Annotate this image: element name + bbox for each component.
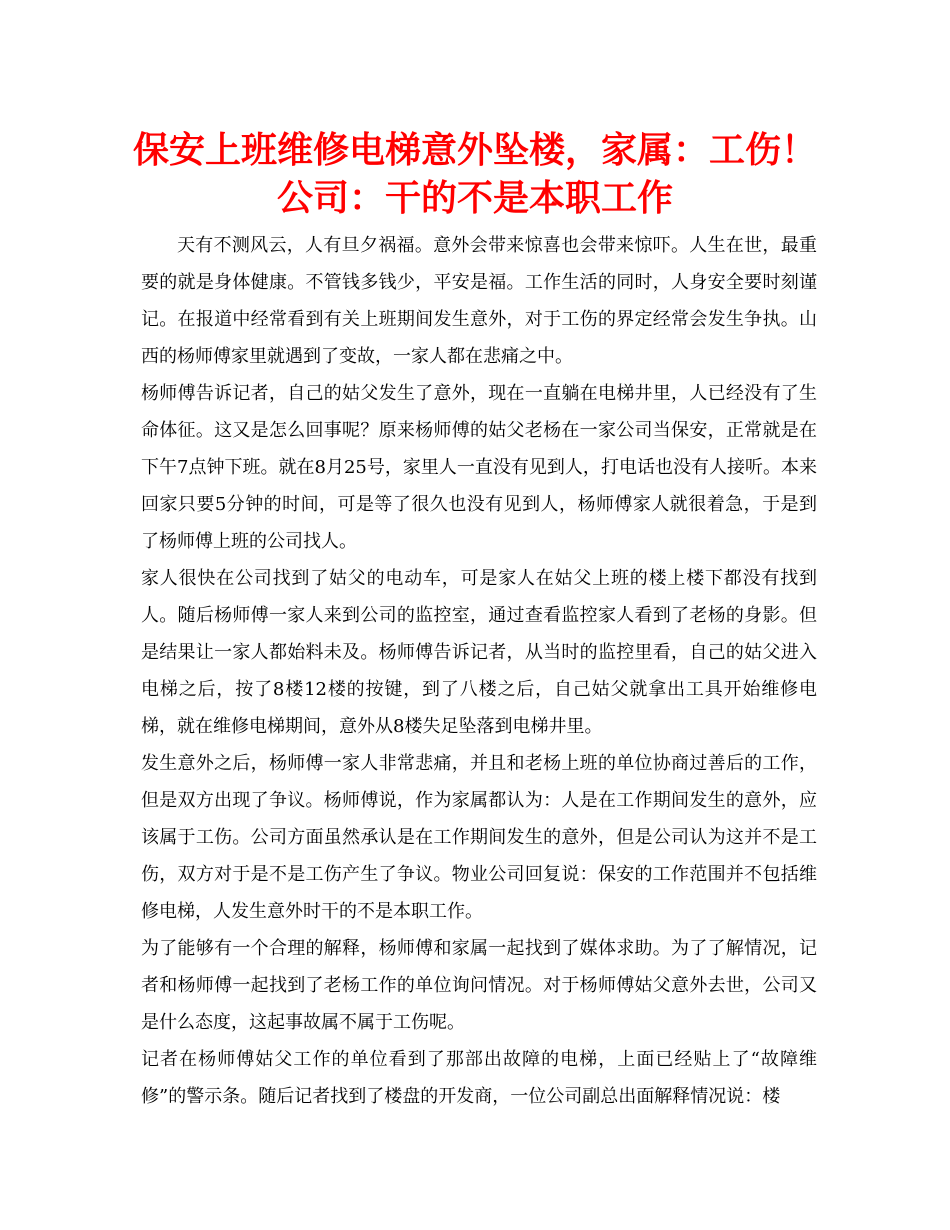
paragraph-3: 家人很快在公司找到了姑父的电动车，可是家人在姑父上班的楼上楼下都没有找到人。随后杨师傅一家人来到公司的监控室，通过查看监控家人看到了老杨的身影。但是结果让一家人都始料未及。杨师傅告诉记者，从当时的监控里看，自己的姑父进入电梯之后，按了8楼12楼的按键，到了八楼之后，自己姑父就拿出工具开始维修电梯，就在维修电梯期间，意外从8楼失足坠落到电梯井里。 [141, 568, 817, 737]
article-title-line-2: 公司：干的不是本职工作 [276, 177, 673, 219]
article-body [141, 227, 817, 1115]
article-title [120, 126, 830, 222]
paragraph-6: 记者在杨师傅姑父工作的单位看到了那部出故障的电梯，上面已经贴上了“故障维修”的警示条。随后记者找到了楼盘的开发商，一位公司副总出面解释情况说：楼 [141, 1049, 817, 1107]
paragraph-5: 为了能够有一个合理的解释，杨师傅和家属一起找到了媒体求助。为了了解情况，记者和杨师傅一起找到了老杨工作的单位询问情况。对于杨师傅姑父意外去世，公司又是什么态度，这起事故属不属于工伤呢。 [141, 938, 817, 1033]
paragraph-2: 杨师傅告诉记者，自己的姑父发生了意外，现在一直躺在电梯井里，人已经没有了生命体征。这又是怎么回事呢？原来杨师傅的姑父老杨在一家公司当保安，正常就是在下午7点钟下班。就在8月25号，家里人一直没有见到人，打电话也没有人接听。本来回家只要5分钟的时间，可是等了很久也没有见到人，杨师傅家人就很着急，于是到了杨师傅上班的公司找人。 [141, 383, 817, 552]
article-title-line-1: 保安上班维修电梯意外坠楼，家属：工伤！ [132, 129, 817, 171]
paragraph-4: 发生意外之后，杨师傅一家人非常悲痛，并且和老杨上班的单位协商过善后的工作，但是双方出现了争议。杨师傅说，作为家属都认为：人是在工作期间发生的意外，应该属于工伤。公司方面虽然承认是在工作期间发生的意外，但是公司认为这并不是工伤，双方对于是不是工伤产生了争议。物业公司回复说：保安的工作范围并不包括维修电梯，人发生意外时干的不是本职工作。 [141, 753, 817, 922]
paragraph-1: 天有不测风云，人有旦夕祸福。意外会带来惊喜也会带来惊吓。人生在世，最重要的就是身体健康。不管钱多钱少，平安是福。工作生活的同时，人身安全要时刻谨记。在报道中经常看到有关上班期间发生意外，对于工伤的界定经常会发生争执。山西的杨师傅家里就遇到了变故，一家人都在悲痛之中。 [141, 235, 817, 367]
